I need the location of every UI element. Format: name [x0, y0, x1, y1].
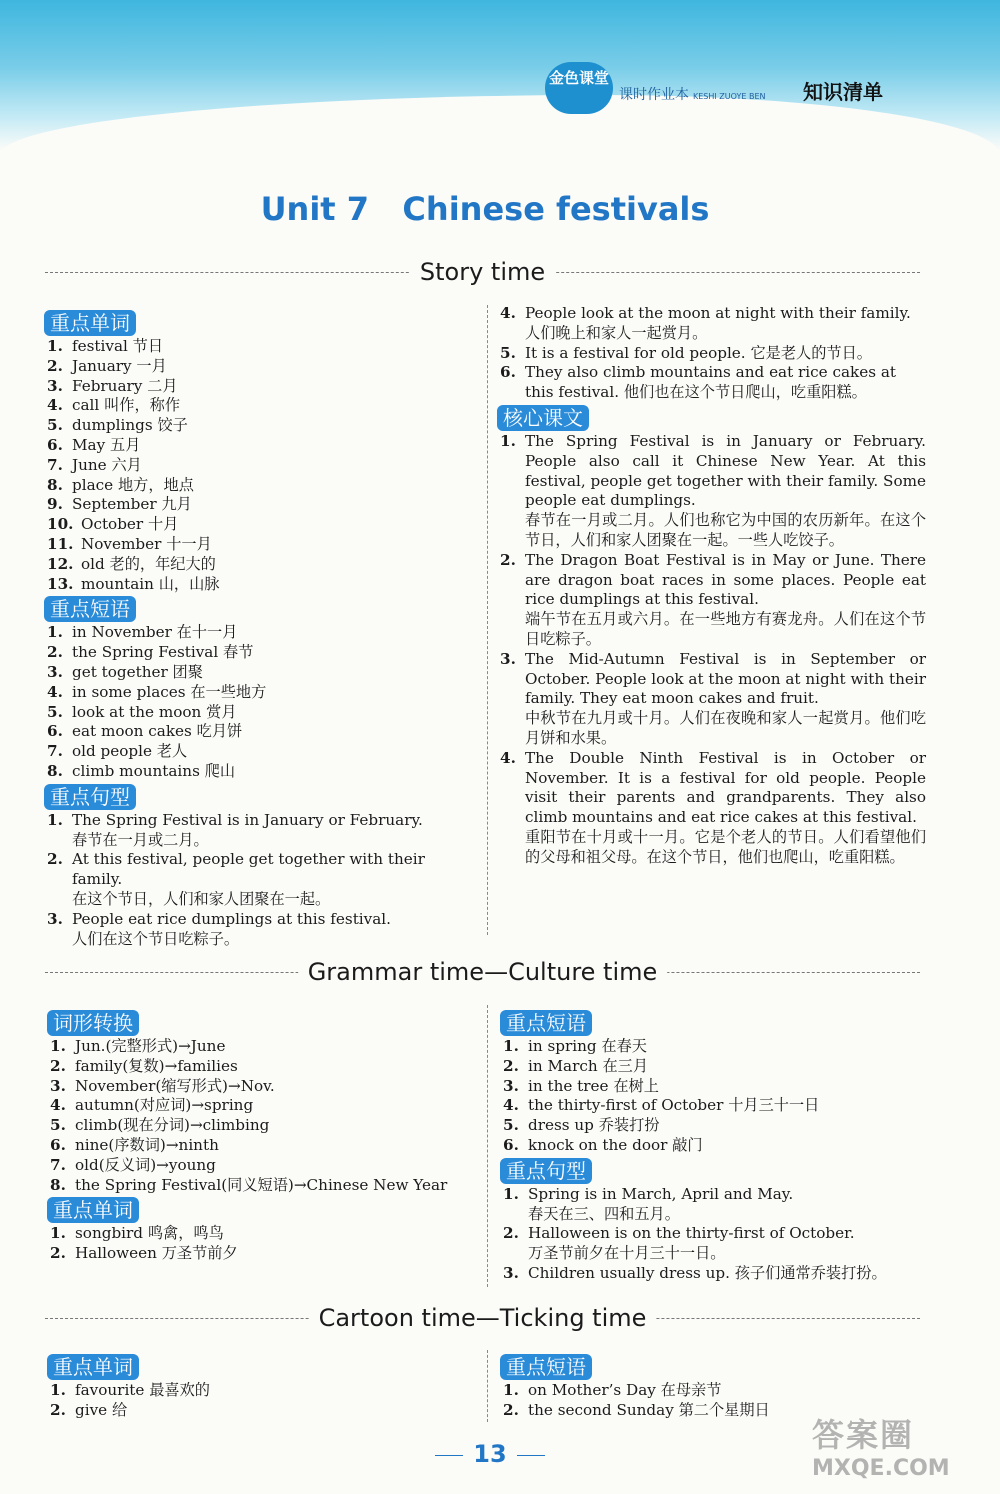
list-item: 2. in March 在三月 — [503, 1056, 649, 1075]
list-item: 7. June 六月 — [47, 455, 142, 474]
brand-name — [619, 84, 766, 104]
tag-key-phrases: 重点短语 — [500, 1010, 592, 1036]
core-text-list — [500, 432, 926, 868]
list-item: 3. The Mid-Autumn Festival is in September or October. People look at the moon at night with their family. They eat moon cakes and fruit. 中秋节在九月或十月。人们在夜晚和家人一起赏月。他们吃月饼和水果。 — [500, 649, 926, 747]
list-item: 4. autumn(对应词)→spring — [50, 1096, 254, 1115]
list-item: 4. call 叫作，称作 — [47, 396, 181, 415]
key-phrases-list — [503, 1037, 929, 1156]
list-item: 3. February 二月 — [47, 376, 178, 395]
list-item: 5. look at the moon 赏月 — [47, 702, 237, 721]
watermark — [812, 1410, 987, 1485]
grammar-right-column — [503, 1008, 929, 1284]
header-banner — [0, 0, 1000, 150]
list-item: 12. old 老的，年纪大的 — [47, 554, 216, 573]
key-phrases-list — [47, 623, 467, 781]
list-item: 4. The Double Ninth Festival is in October or November. It is a festival for old people. People visit their parents and grandparents. They also climb mountains and eat rice cakes at this festival. 重阳节在十月或十一月。它是个老人的节日。人们看望他们的父母和祖父母。在这个节日，他们也爬山，吃重阳糕。 — [500, 748, 926, 866]
section-heading-story — [45, 258, 920, 288]
list-item: 1. in November 在十一月 — [47, 623, 238, 642]
list-item: 6. nine(序数词)→ninth — [50, 1135, 219, 1154]
tag-core-text: 核心课文 — [497, 405, 589, 431]
list-item: 1. songbird 鸣禽，鸣鸟 — [50, 1224, 224, 1243]
list-item: 1. The Spring Festival is in January or February. 春节在一月或二月。 — [47, 810, 423, 849]
story-right-column — [500, 304, 926, 868]
unit-title: Unit 7 Chinese festivals — [260, 190, 710, 228]
tag-key-sentences: 重点句型 — [44, 784, 136, 810]
watermark-cn: 答案圈 — [812, 1416, 915, 1454]
list-item: 1. favourite 最喜欢的 — [50, 1381, 210, 1399]
list-item: 7. old(反义词)→young — [50, 1155, 216, 1174]
key-words-list — [50, 1224, 470, 1264]
list-item: 8. climb mountains 爬山 — [47, 761, 236, 780]
list-item: 1. Spring is in March, April and May. 春天在三、四和五月。 — [503, 1184, 794, 1223]
brand-name-text: 课时作业本 — [619, 87, 689, 103]
list-item: 6. eat moon cakes 吃月饼 — [47, 722, 243, 741]
list-item: 4. the thirty-first of October 十月三十一日 — [503, 1096, 820, 1115]
list-item: 2. the Spring Festival 春节 — [47, 643, 254, 662]
tag-key-phrases: 重点短语 — [44, 596, 136, 622]
list-item: 1. festival 节日 — [47, 337, 164, 355]
tag-key-phrases: 重点短语 — [500, 1354, 592, 1380]
list-item: 2. January 一月 — [47, 356, 167, 375]
section-heading-label: Cartoon time—Ticking time — [309, 1304, 657, 1332]
list-item: 2. give 给 — [50, 1400, 128, 1419]
key-words-list — [47, 337, 467, 594]
page-number-text: 13 — [473, 1440, 507, 1468]
word-forms-list — [50, 1037, 470, 1195]
key-sentences-list-continued — [500, 304, 926, 403]
section-heading-cartoon — [45, 1304, 920, 1334]
list-item: 6. May 五月 — [47, 435, 141, 454]
list-item: 10. October 十月 — [47, 515, 179, 534]
list-item: 2. the second Sunday 第二个星期日 — [503, 1400, 770, 1419]
watermark-en: MXQE.COM — [812, 1456, 950, 1481]
section-heading-label: Story time — [410, 258, 555, 286]
list-item: 3. Children usually dress up. 孩子们通常乔装打扮。 — [503, 1263, 887, 1282]
list-item: 1. in spring 在春天 — [503, 1037, 647, 1055]
section-heading-label: Grammar time—Culture time — [298, 958, 668, 986]
key-words-list — [50, 1381, 470, 1421]
story-left-column — [47, 308, 467, 949]
list-item: 2. At this festival, people get together with their family. 在这个节日，人们和家人团聚在一起。 — [47, 850, 425, 908]
tag-key-words: 重点单词 — [44, 310, 136, 336]
grammar-left-column — [50, 1008, 470, 1264]
list-item: 5. It is a festival for old people. 它是老人的节日。 — [500, 343, 872, 362]
column-divider — [487, 1005, 488, 1287]
list-item: 2. Halloween is on the thirty-first of October. 万圣节前夕在十月三十一日。 — [503, 1224, 855, 1263]
list-item: 2. The Dragon Boat Festival is in May or June. There are dragon boat races in some places. People eat rice dumplings at this festival. 端午节在五月或六月。在一些地方有赛龙舟。人们在这个节日吃粽子。 — [500, 550, 926, 648]
section-tag: 知识清单 — [803, 80, 883, 104]
cartoon-left-column — [50, 1352, 470, 1421]
page-number — [420, 1440, 560, 1468]
section-heading-grammar — [45, 958, 920, 988]
list-item: 2. family(复数)→families — [50, 1056, 238, 1075]
list-item: 3. November(缩写形式)→Nov. — [50, 1076, 275, 1095]
column-divider — [487, 1350, 488, 1422]
list-item: 6. They also climb mountains and eat rice cakes at this festival. 他们也在这个节日爬山，吃重阳糕。 — [500, 363, 897, 402]
list-item: 7. old people 老人 — [47, 742, 188, 761]
column-divider — [487, 305, 488, 935]
list-item: 5. dress up 乔装打扮 — [503, 1116, 660, 1135]
brand-pinyin: KESHI ZUOYE BEN — [693, 92, 766, 101]
list-item: 2. Halloween 万圣节前夕 — [50, 1244, 238, 1263]
tag-key-sentences: 重点句型 — [500, 1158, 592, 1184]
list-item: 3. People eat rice dumplings at this festival. 人们在这个节日吃粽子。 — [47, 909, 391, 948]
list-item: 8. the Spring Festival(同义短语)→Chinese New Year — [50, 1175, 448, 1194]
list-item: 9. September 九月 — [47, 495, 192, 514]
list-item: 3. get together 团聚 — [47, 662, 203, 681]
tag-key-words: 重点单词 — [47, 1354, 139, 1380]
key-sentences-list — [503, 1185, 929, 1284]
tag-word-forms: 词形转换 — [47, 1010, 139, 1036]
list-item: 5. climb(现在分词)→climbing — [50, 1116, 270, 1135]
list-item: 3. in the tree 在树上 — [503, 1076, 659, 1095]
tag-key-words: 重点单词 — [47, 1197, 139, 1223]
list-item: 13. mountain 山，山脉 — [47, 574, 220, 593]
list-item: 4. People look at the moon at night with their family. 人们晚上和家人一起赏月。 — [500, 304, 911, 342]
list-item: 11. November 十一月 — [47, 534, 212, 553]
list-item: 1. Jun.(完整形式)→June — [50, 1037, 226, 1055]
list-item: 6. knock on the door 敲门 — [503, 1135, 703, 1154]
list-item: 1. on Mother’s Day 在母亲节 — [503, 1381, 722, 1399]
list-item: 5. dumplings 饺子 — [47, 416, 188, 435]
key-sentences-list — [47, 811, 467, 950]
list-item: 8. place 地方，地点 — [47, 475, 194, 494]
list-item: 1. The Spring Festival is in January or February. People also call it Chinese New Year. At this festival, people get together with their family. Some people eat dumplings. 春节在一月或二月。人们也称它为中国的农历新年。在这个节日，人们和家人团聚在一起。一些人吃饺子。 — [500, 431, 926, 549]
list-item: 4. in some places 在一些地方 — [47, 682, 267, 701]
brand-badge: 金色课堂 — [545, 62, 613, 114]
